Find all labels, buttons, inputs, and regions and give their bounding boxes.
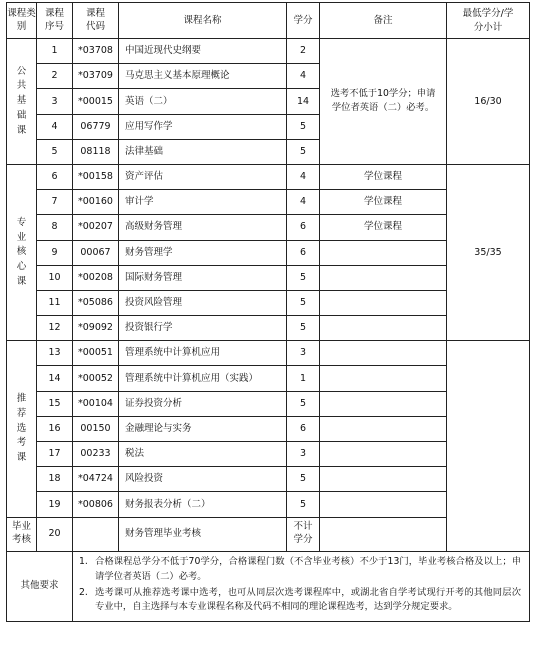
course-name: 投资风险管理 (119, 290, 287, 315)
course-code: *00015 (73, 89, 119, 114)
course-name: 财务管理学 (119, 240, 287, 265)
course-code: 00067 (73, 240, 119, 265)
course-remark (320, 290, 447, 315)
graduation-code (73, 517, 119, 551)
course-remark: 学位课程 (320, 190, 447, 215)
course-name: 中国近现代史纲要 (119, 39, 287, 64)
course-seq: 17 (37, 442, 73, 467)
course-name: 马克思主义基本原理概论 (119, 64, 287, 89)
course-name: 投资银行学 (119, 316, 287, 341)
course-code: *09092 (73, 316, 119, 341)
course-seq: 14 (37, 366, 73, 391)
header-remark: 备注 (320, 3, 447, 39)
course-remark (320, 391, 447, 416)
course-credit: 5 (287, 391, 320, 416)
course-code: *00160 (73, 190, 119, 215)
course-remark (320, 240, 447, 265)
course-name: 证券投资分析 (119, 391, 287, 416)
requirement-item (79, 586, 521, 615)
course-seq: 2 (37, 64, 73, 89)
course-row (7, 39, 530, 64)
course-credit: 3 (287, 341, 320, 366)
course-credit: 6 (287, 215, 320, 240)
group-min-credit: 35/35 (447, 164, 530, 340)
course-seq: 4 (37, 114, 73, 139)
course-seq: 13 (37, 341, 73, 366)
curriculum-table (6, 2, 530, 622)
course-seq: 10 (37, 265, 73, 290)
category-cell (7, 164, 37, 340)
course-name: 税法 (119, 442, 287, 467)
course-remark (320, 366, 447, 391)
course-code: *00158 (73, 164, 119, 189)
course-code: *03709 (73, 64, 119, 89)
course-credit: 4 (287, 64, 320, 89)
course-seq: 11 (37, 290, 73, 315)
requirements-content (73, 551, 530, 621)
course-code: *04724 (73, 467, 119, 492)
course-credit: 4 (287, 190, 320, 215)
course-code: *00806 (73, 492, 119, 517)
course-credit: 2 (287, 39, 320, 64)
course-credit: 1 (287, 366, 320, 391)
header-seq: 课程序号 (37, 3, 73, 39)
category-cell (7, 341, 37, 517)
course-credit: 3 (287, 442, 320, 467)
requirement-number: 2. (79, 587, 88, 599)
course-credit: 5 (287, 467, 320, 492)
requirement-text: 选考课可从推荐选考课中选考，也可从同层次选考课程库中，或湖北省自学考试现行开考的其他同层次专业中，自主选择与本专业课程名称及代码不相同的理论课程选考，达到学分规定要求。 (95, 587, 521, 613)
course-name: 英语（二） (119, 89, 287, 114)
category-cell (7, 39, 37, 165)
course-code: *00104 (73, 391, 119, 416)
course-remark: 学位课程 (320, 164, 447, 189)
course-row (7, 341, 530, 366)
course-name: 财务报表分析（二） (119, 492, 287, 517)
graduation-category (7, 517, 37, 551)
course-code: *00208 (73, 265, 119, 290)
course-name: 审计学 (119, 190, 287, 215)
course-seq: 16 (37, 416, 73, 441)
course-name: 高级财务管理 (119, 215, 287, 240)
course-credit: 5 (287, 114, 320, 139)
requirement-number: 1. (79, 556, 88, 568)
graduation-category-label: 毕业考核 (11, 521, 31, 546)
course-code: 00233 (73, 442, 119, 467)
course-code: *05086 (73, 290, 119, 315)
category-label: 推荐选考课 (16, 393, 27, 463)
course-seq: 3 (37, 89, 73, 114)
course-remark (320, 442, 447, 467)
group-min-credit (447, 341, 530, 551)
course-seq: 18 (37, 467, 73, 492)
course-credit: 5 (287, 316, 320, 341)
course-credit: 5 (287, 265, 320, 290)
requirements-label: 其他要求 (7, 551, 73, 621)
course-remark (320, 467, 447, 492)
course-code: *00051 (73, 341, 119, 366)
requirement-text: 合格课程总学分不低于70学分，合格课程门数（不含毕业考核）不少于13门，毕业考核合格及以上；申请学位者英语（二）必考。 (95, 556, 521, 582)
category-label: 公共基础课 (16, 65, 27, 136)
course-seq: 1 (37, 39, 73, 64)
course-remark (320, 416, 447, 441)
course-name: 金融理论与实务 (119, 416, 287, 441)
course-credit: 5 (287, 139, 320, 164)
course-name: 管理系统中计算机应用 (119, 341, 287, 366)
course-seq: 5 (37, 139, 73, 164)
requirements-row (7, 551, 530, 621)
header-code: 课程代码 (73, 3, 119, 39)
course-code: *00207 (73, 215, 119, 240)
header-category: 课程类别 (7, 3, 37, 39)
course-seq: 15 (37, 391, 73, 416)
course-remark (320, 341, 447, 366)
course-name: 资产评估 (119, 164, 287, 189)
course-code: 06779 (73, 114, 119, 139)
course-seq: 19 (37, 492, 73, 517)
course-credit: 5 (287, 290, 320, 315)
course-seq: 7 (37, 190, 73, 215)
course-code: *00052 (73, 366, 119, 391)
course-name: 应用写作学 (119, 114, 287, 139)
group-remark: 选考不低于10学分；申请学位者英语（二）必考。 (320, 39, 447, 165)
course-remark (320, 316, 447, 341)
requirements-list (79, 555, 521, 615)
course-seq: 9 (37, 240, 73, 265)
course-name: 风险投资 (119, 467, 287, 492)
course-remark (320, 265, 447, 290)
category-label: 专业核心课 (16, 216, 27, 287)
header-name: 课程名称 (119, 3, 287, 39)
graduation-remark (320, 517, 447, 551)
header-row (7, 3, 530, 39)
graduation-credit-label: 不计学分 (293, 521, 313, 546)
course-remark: 学位课程 (320, 215, 447, 240)
course-seq: 6 (37, 164, 73, 189)
course-credit: 6 (287, 240, 320, 265)
course-name: 法律基础 (119, 139, 287, 164)
graduation-credit (287, 517, 320, 551)
course-name: 国际财务管理 (119, 265, 287, 290)
requirement-item (79, 555, 521, 584)
course-credit: 4 (287, 164, 320, 189)
course-credit: 5 (287, 492, 320, 517)
course-seq: 12 (37, 316, 73, 341)
course-remark (320, 492, 447, 517)
group-min-credit: 16/30 (447, 39, 530, 165)
course-row (7, 164, 530, 189)
graduation-name: 财务管理毕业考核 (119, 517, 287, 551)
table-body (7, 3, 530, 622)
course-seq: 8 (37, 215, 73, 240)
header-min: 最低学分/学分小计 (447, 3, 530, 39)
header-credit: 学分 (287, 3, 320, 39)
graduation-seq: 20 (37, 517, 73, 551)
course-credit: 14 (287, 89, 320, 114)
course-code: 08118 (73, 139, 119, 164)
course-code: 00150 (73, 416, 119, 441)
curriculum-table-wrap (6, 2, 529, 622)
course-name: 管理系统中计算机应用（实践） (119, 366, 287, 391)
course-credit: 6 (287, 416, 320, 441)
course-code: *03708 (73, 39, 119, 64)
